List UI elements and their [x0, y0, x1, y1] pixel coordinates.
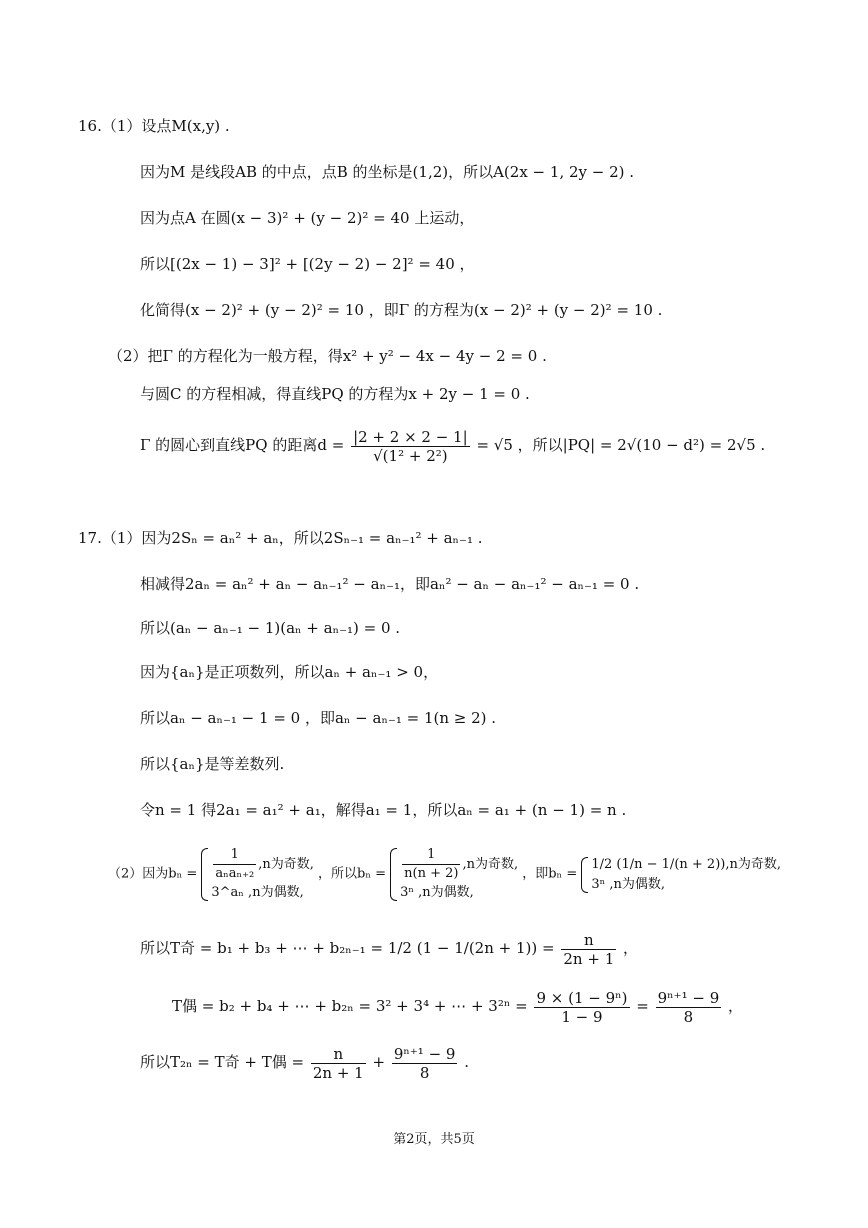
q16-line-4: 所以[(2x − 1) − 3]² + [(2y − 2) − 2]² = 40 ，: [140, 255, 475, 273]
q17-b3-odd-expr: 1/2 (1/n − 1/(n + 2)): [591, 856, 726, 872]
q17-piecewise-b1: [201, 846, 313, 903]
q17-piecewise-line: [108, 846, 781, 903]
q17-b3-odd-tail: ,n为奇数,: [725, 856, 781, 872]
q17-sum-even-denominator-2: 8: [683, 1007, 694, 1026]
q17-b1-denominator: aₙaₙ₊₂: [215, 866, 255, 881]
q17-b3-case-odd: [591, 855, 781, 875]
q17-b2-numerator: 1: [402, 846, 460, 865]
q17-sum-even-lead: T偶 = b₂ + b₄ + ⋯ + b₂ₙ = 3² + 3⁴ + ⋯ + 3²ⁿ =: [172, 997, 528, 1015]
q17-sum-total-denominator-1: 2n + 1: [312, 1063, 364, 1082]
q16-distance-fraction: [351, 428, 470, 465]
q17-sum-even-fraction-1: [534, 989, 629, 1026]
q17-b2-case-even: 3ⁿ ,n为偶数,: [400, 885, 474, 900]
q17-sum-total-plus: +: [372, 1053, 386, 1071]
q16-line-8: [140, 426, 765, 465]
q17-sum-total-denominator-2: 8: [419, 1063, 430, 1082]
q17-part2-lead: （2）因为bₙ =: [108, 866, 198, 882]
q17-line-4: 因为{aₙ}是正项数列，所以aₙ + aₙ₋₁ > 0，: [140, 663, 439, 681]
q17-sum-total-lead: 所以T₂ₙ = T奇 + T偶 =: [140, 1053, 305, 1071]
q16-line-6: （2）把Γ 的方程化为一般方程，得x² + y² − 4x − 4y − 2 = 0 .: [108, 347, 547, 365]
q17-b3-case-even: 3ⁿ ,n为偶数,: [591, 876, 666, 892]
q17-b2-denominator: n(n + 2): [404, 866, 459, 881]
q17-sum-total-numerator-2: 9ⁿ⁺¹ − 9: [393, 1044, 456, 1063]
q17-sum-odd-fraction: [561, 931, 616, 968]
q17-line-2: 相减得2aₙ = aₙ² + aₙ − aₙ₋₁² − aₙ₋₁，即aₙ² − aₙ − aₙ₋₁² − aₙ₋₁ = 0 .: [140, 575, 640, 593]
q17-b2-case-odd: [400, 846, 518, 883]
q17-sum-odd: [140, 928, 638, 968]
q17-sum-odd-half: 1/2: [387, 939, 412, 957]
q16-distance-tail: = √5 ，所以|PQ| = 2√(10 − d²) = 2√5 .: [476, 436, 766, 454]
q17-piecewise-b3: [581, 855, 781, 895]
q17-sum-total: [140, 1042, 469, 1082]
q16-line-1: 16.（1）设点M(x,y) .: [78, 117, 230, 135]
q17-sum-odd-paren: (1 − 1/(2n + 1)): [416, 939, 538, 957]
q17-sum-even-numerator-2: 9ⁿ⁺¹ − 9: [657, 988, 720, 1007]
q17-part2-mid-2: ，即bₙ =: [522, 866, 578, 882]
q16-line-5: 化简得(x − 2)² + (y − 2)² = 10 ，即Γ 的方程为(x − 2)² + (y − 2)² = 10 .: [140, 301, 663, 319]
q17-sum-even-denominator-1: 1 − 9: [561, 1007, 603, 1026]
q17-b2-odd-tail: ,n为奇数,: [462, 857, 519, 872]
page-footer: 第2页，共5页: [393, 1132, 475, 1147]
q17-b1-case-odd: [211, 846, 313, 883]
q17-sum-even: [172, 986, 743, 1026]
q17-piecewise-b2: [390, 846, 518, 903]
q17-sum-even-fraction-2: [656, 989, 722, 1026]
q17-sum-total-tail: .: [464, 1053, 470, 1071]
q17-b1-case-even: 3^aₙ ,n为偶数,: [211, 885, 304, 900]
q16-line-3: 因为点A 在圆(x − 3)² + (y − 2)² = 40 上运动，: [140, 209, 475, 227]
q17-line-7: 令n = 1 得2a₁ = a₁² + a₁，解得a₁ = 1，所以aₙ = a₁ + (n − 1) = n .: [140, 801, 627, 819]
q17-b1-numerator: 1: [213, 846, 256, 865]
q17-sum-odd-numerator: n: [561, 931, 616, 950]
q17-line-5: 所以aₙ − aₙ₋₁ − 1 = 0 ，即aₙ − aₙ₋₁ = 1(n ≥ 2) .: [140, 709, 497, 727]
q17-sum-total-fraction-2: [392, 1045, 458, 1082]
q17-sum-even-tail: ，: [728, 997, 744, 1015]
q17-sum-even-numerator-1: 9 × (1 − 9ⁿ): [536, 988, 628, 1007]
q17-sum-total-numerator-1: n: [311, 1045, 366, 1064]
q17-b1-fraction: [213, 846, 256, 883]
q17-line-1: 17.（1）因为2Sₙ = aₙ² + aₙ，所以2Sₙ₋₁ = aₙ₋₁² + aₙ₋₁ .: [78, 529, 483, 547]
q16-distance-lead: Γ 的圆心到直线PQ 的距离d =: [140, 436, 345, 454]
q17-sum-even-equals: =: [636, 997, 649, 1015]
q17-b2-fraction: [402, 846, 460, 883]
q17-b1-odd-tail: ,n为奇数,: [258, 857, 314, 872]
q17-line-3: 所以(aₙ − aₙ₋₁ − 1)(aₙ + aₙ₋₁) = 0 .: [140, 619, 401, 637]
q17-sum-odd-denominator: 2n + 1: [563, 949, 615, 968]
q17-sum-total-fraction-1: [311, 1045, 366, 1082]
q17-sum-odd-lead: 所以T奇 = b₁ + b₃ + ⋯ + b₂ₙ₋₁ =: [140, 939, 384, 957]
q17-line-6: 所以{aₙ}是等差数列.: [140, 755, 285, 773]
q16-line-2: 因为M 是线段AB 的中点，点B 的坐标是(1,2)，所以A(2x − 1, 2y − 2) .: [140, 163, 635, 181]
q17-part2-mid-1: ，所以bₙ =: [318, 866, 386, 882]
q17-sum-odd-equals: =: [542, 939, 555, 957]
q16-distance-numerator: |2 + 2 × 2 − 1|: [353, 427, 468, 446]
q17-sum-odd-tail: ，: [623, 939, 639, 957]
q16-distance-denominator: √(1² + 2²): [373, 446, 448, 465]
q16-line-7: 与圆C 的方程相减，得直线PQ 的方程为x + 2y − 1 = 0 .: [140, 385, 530, 403]
